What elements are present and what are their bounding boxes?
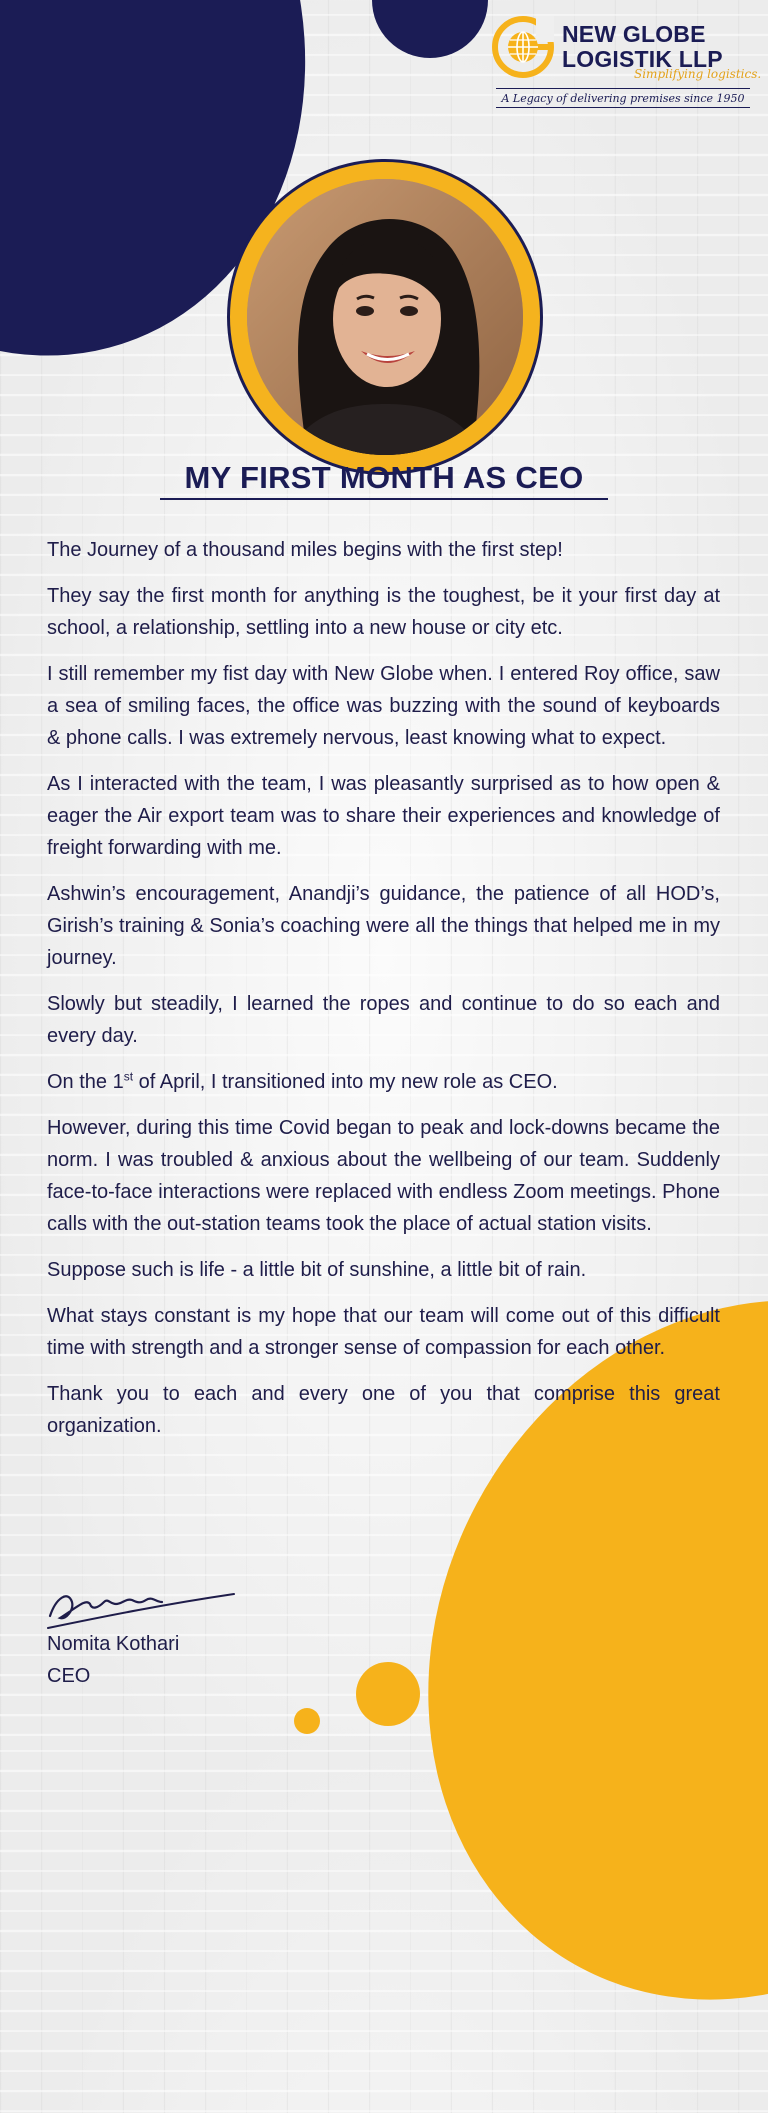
paragraph-7-start: On the 1 xyxy=(47,1071,124,1093)
paragraph-8: However, during this time Covid began to peak and lock-downs became the norm. I was troubled & anxious about the wellbeing of our team. Suddenly face-to-face interactions were replaced with endless Zoom meetings. Phone calls with the out-station teams took the place of actual station visits. xyxy=(47,1117,720,1235)
company-name xyxy=(562,22,723,72)
paragraph-1: The Journey of a thousand miles begins with the first step! xyxy=(47,539,563,561)
company-name-line1: NEW GLOBE xyxy=(562,21,706,47)
title-underline xyxy=(160,498,608,500)
letter-body xyxy=(47,534,720,1456)
company-logo xyxy=(492,14,762,114)
paragraph-10: What stays constant is my hope that our team will come out of this difficult time with strength and a stronger sense of compassion for each other. xyxy=(47,1305,720,1359)
yellow-small-circle-decoration xyxy=(294,1708,320,1734)
paragraph-3: I still remember my fist day with New Globe when. I entered Roy office, saw a sea of smiling faces, the office was buzzing with the sound of keyboards & phone calls. I was extremely nervous, least knowing what to expect. xyxy=(47,663,720,749)
ceo-portrait-frame xyxy=(230,162,540,472)
paragraph-4: As I interacted with the team, I was pleasantly surprised as to how open & eager the Air export team was to share their experiences and knowledge of freight forwarding with me. xyxy=(47,773,720,859)
navy-circle-decoration xyxy=(372,0,488,58)
yellow-circle-decoration xyxy=(356,1662,420,1726)
ordinal-suffix: st xyxy=(123,1069,134,1084)
paragraph-7-end: of April, I transitioned into my new role as CEO. xyxy=(133,1071,558,1093)
paragraph-5: Ashwin’s encouragement, Anandji’s guidance, the patience of all HOD’s, Girish’s training & Sonia’s coaching were all the things that helped me in my journey. xyxy=(47,883,720,969)
paragraph-2: They say the first month for anything is the toughest, be it your first day at school, a relationship, settling into a new house or city etc. xyxy=(47,585,720,639)
page-title: MY FIRST MONTH AS CEO xyxy=(184,460,584,495)
company-name-line2: LOGISTIK LLP xyxy=(562,46,723,72)
ceo-portrait-photo xyxy=(247,179,523,455)
paragraph-6: Slowly but steadily, I learned the ropes and continue to do so each and every day. xyxy=(47,993,720,1047)
paragraph-9: Suppose such is life - a little bit of sunshine, a little bit of rain. xyxy=(47,1259,587,1281)
company-tagline: Simplifying logistics. xyxy=(634,67,762,81)
paragraph-7 xyxy=(47,1066,720,1098)
sign-off xyxy=(47,1628,179,1692)
paragraph-11: Thank you to each and every one of you that comprise this great organization. xyxy=(47,1383,720,1437)
ceo-role: CEO xyxy=(47,1665,91,1687)
ceo-name: Nomita Kothari xyxy=(47,1633,180,1655)
legacy-slogan: A Legacy of delivering premises since 1950 xyxy=(496,88,750,108)
globe-logo-icon xyxy=(492,16,554,78)
